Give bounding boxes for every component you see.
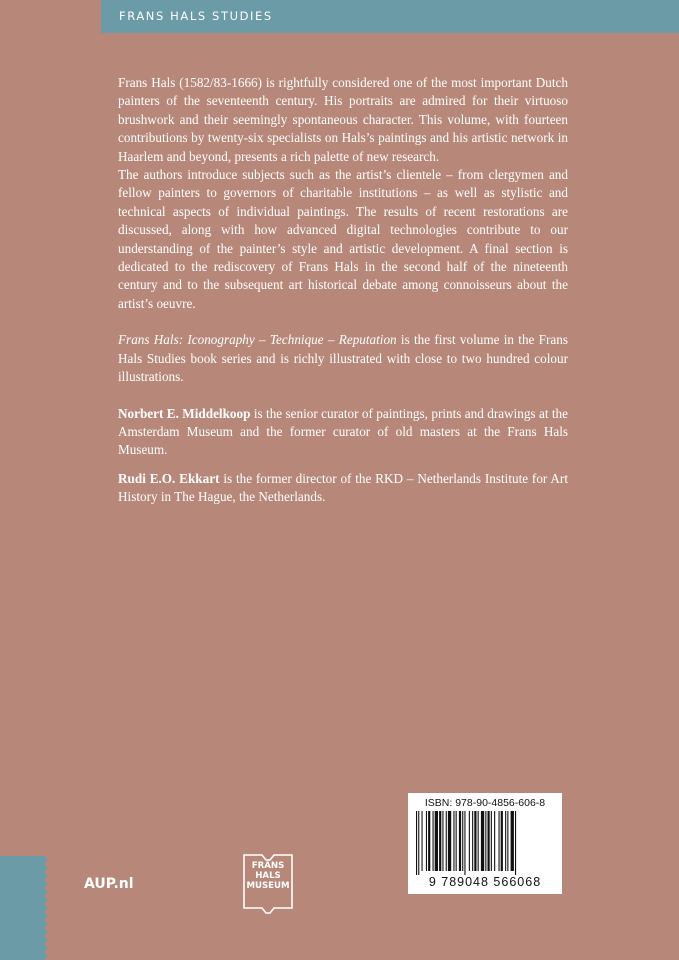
- barcode-bar: [485, 811, 486, 871]
- barcode-bar: [478, 811, 479, 871]
- barcode-bar: [426, 811, 427, 871]
- museum-logo-line-1: FRANS: [251, 861, 285, 871]
- corner-tab: [0, 856, 44, 960]
- publisher-link[interactable]: AUP.nl: [84, 876, 134, 892]
- barcode-bar: [515, 811, 516, 875]
- barcode-bar: [474, 811, 476, 871]
- barcode-bar: [507, 811, 508, 871]
- barcode-bar: [472, 811, 473, 871]
- barcode-bar: [428, 811, 430, 871]
- barcode-bar: [481, 811, 484, 871]
- barcode-bar: [448, 811, 451, 871]
- author-1-bio: [118, 405, 568, 460]
- author-2-bio-text: is the former director of the RKD – Netherlands Institute for Art History in The Hague, the Netherlands.: [118, 470, 568, 505]
- museum-logo-text: [239, 861, 297, 891]
- museum-logo-line-2: HALS: [255, 871, 281, 881]
- barcode-bar: [499, 811, 500, 871]
- series-header-band: [101, 0, 679, 33]
- book-title: Frans Hals: Iconography – Technique – Reputation: [118, 332, 397, 348]
- barcode-icon: [414, 811, 556, 875]
- isbn-label: ISBN: 978-90-4856-606-8: [424, 797, 546, 809]
- museum-logo-line-3: MUSEUM: [246, 881, 290, 891]
- barcode-bar: [435, 811, 438, 871]
- barcode-bar: [501, 811, 503, 871]
- author-1-name: Norbert E. Middelkoop: [118, 405, 251, 421]
- barcode-bar: [456, 811, 457, 871]
- barcode-bar: [464, 811, 465, 875]
- author-1-bio-text: is the senior curator of paintings, prints and drawings at the Amsterdam Museum and the former curator of old masters at the Frans Hals Museum.: [118, 405, 568, 458]
- blurb-text: [118, 74, 568, 507]
- barcode-bar: [418, 811, 419, 875]
- barcode-bar: [462, 811, 463, 871]
- barcode-bar: [439, 811, 441, 871]
- blurb-paragraph-2: The authors introduce subjects such as the artist’s clientele – from clergymen and fellow painters to governors of charitable institutions – as well as stylistic and technical aspects of individual paintings. The results of recent restorations are discussed, along with how advanced digital technologies contribute to our understanding of the painter’s style and artistic development. A final section is dedicated to the rediscovery of Frans Hals in the second half of the nineteenth century and to the subsequent art historical debate among connoisseurs about the artist’s oeuvre.: [118, 167, 568, 311]
- barcode-bar: [416, 811, 417, 875]
- barcode-bar: [469, 811, 470, 871]
- barcode-bar: [453, 811, 454, 871]
- barcode-bar: [422, 811, 423, 871]
- barcode-bar: [459, 811, 461, 871]
- barcode-bar: [491, 811, 492, 871]
- zigzag-edge-icon: [40, 856, 48, 960]
- barcode-box: [408, 793, 562, 894]
- blurb-paragraph-3-rest: is the first volume in the Frans Hals Studies book series and is richly illustrated with close to two hundred colour illustrations.: [118, 332, 568, 385]
- barcode-bar: [505, 811, 506, 871]
- barcode-bar: [433, 811, 434, 871]
- blurb-paragraph-1: Frans Hals (1582/83-1666) is rightfully considered one of the most important Dutch painters of the seventeenth century. His portraits are admired for their virtuoso brushwork and their seemingly spontaneous character. This volume, with fourteen contributions by twenty-six specialists on Hals’s paintings and his artistic network in Haarlem and beyond, presents a rich palette of new research.: [118, 75, 568, 164]
- barcode-bar: [511, 811, 514, 871]
- barcode-bar: [494, 811, 495, 871]
- barcode-bar: [488, 811, 490, 871]
- series-title: FRANS HALS STUDIES: [119, 9, 273, 23]
- author-2-bio: [118, 470, 568, 507]
- blurb-paragraph-3: [118, 331, 568, 386]
- barcode-bar: [446, 811, 447, 871]
- barcode-bar: [442, 811, 443, 871]
- barcode-digits: 9 789048 566068: [428, 875, 542, 889]
- author-2-name: Rudi E.O. Ekkart: [118, 470, 220, 486]
